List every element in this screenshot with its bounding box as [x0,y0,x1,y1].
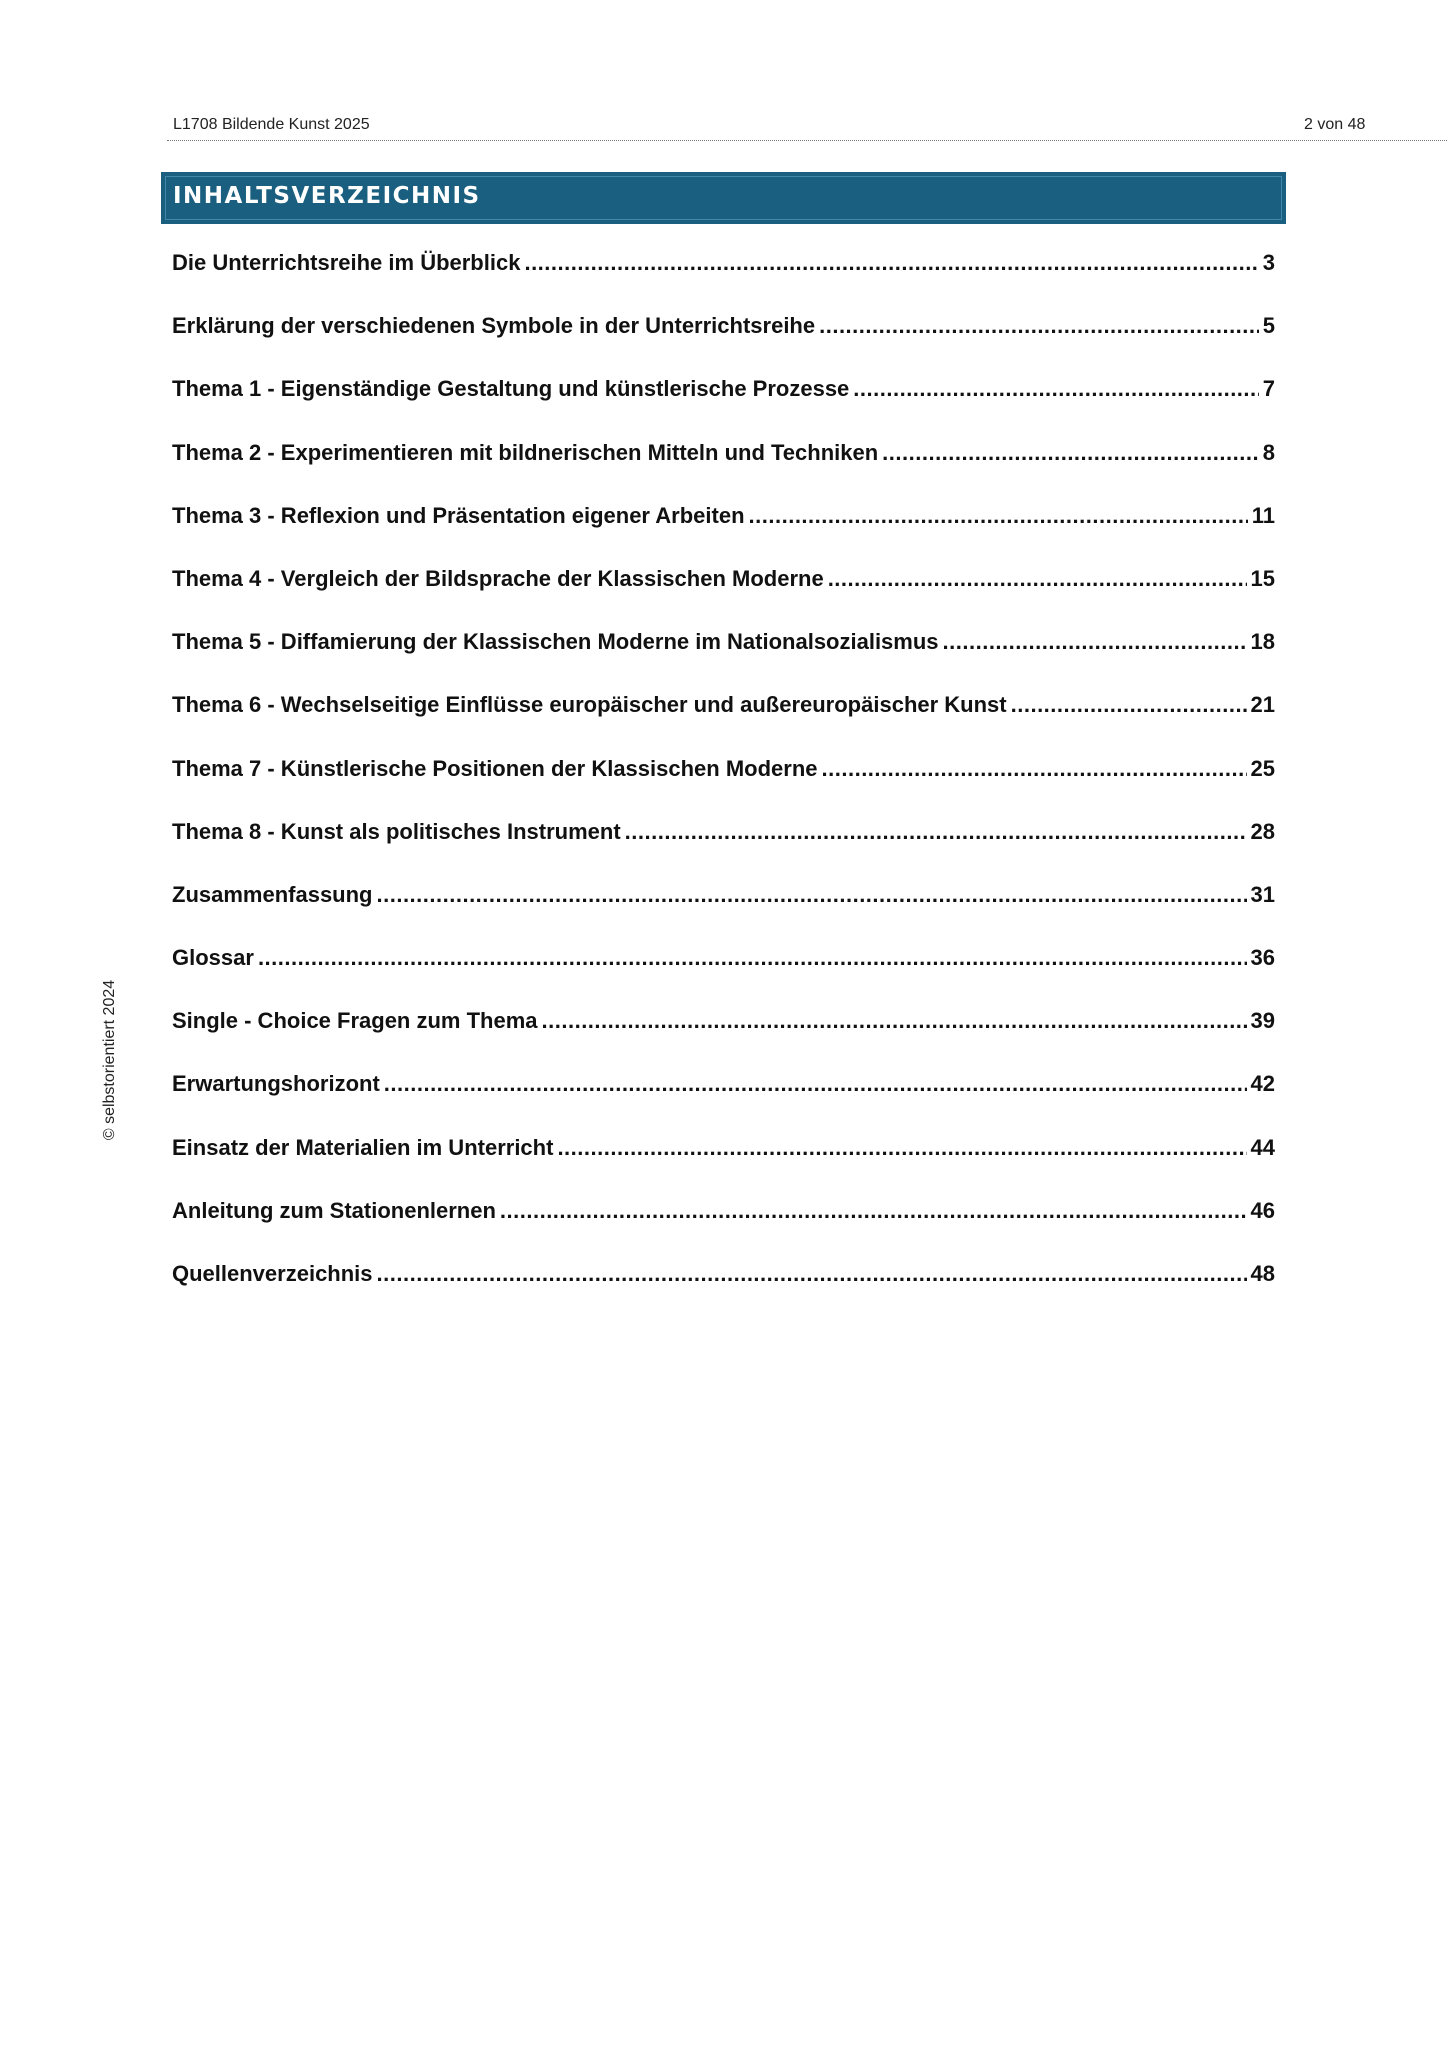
toc-leader-dots [542,1008,1247,1034]
toc-entry-label: Thema 8 - Kunst als politisches Instrument [172,818,621,844]
toc-entry-label: Zusammenfassung [172,881,373,907]
toc-leader-dots [384,1071,1247,1097]
toc-entry-page: 36 [1250,945,1275,971]
header-divider [167,140,1447,141]
toc-entry[interactable] [172,1071,1275,1134]
toc-entry-label: Thema 6 - Wechselseitige Einflüsse europäischer und außereuropäischer Kunst [172,692,1007,718]
toc-leader-dots [625,819,1247,845]
toc-entry-page: 7 [1262,376,1275,402]
toc-entry-page: 18 [1250,629,1275,655]
toc-entry-label: Glossar [172,945,254,971]
toc-leader-dots [822,756,1247,782]
toc-entry[interactable] [172,819,1275,882]
toc-leader-dots [882,440,1259,466]
toc-entry[interactable] [172,440,1275,503]
document-title: L1708 Bildende Kunst 2025 [173,116,370,133]
toc-entry-label: Single - Choice Fragen zum Thema [172,1008,538,1034]
toc-leader-dots [377,882,1247,908]
toc-entry[interactable] [172,566,1275,629]
toc-entry[interactable] [172,1261,1275,1324]
toc-leader-dots [853,376,1258,402]
toc-entry-page: 39 [1250,1008,1275,1034]
toc-entry-label: Erklärung der verschiedenen Symbole in der Unterrichtsreihe [172,313,816,339]
toc-entry-page: 8 [1262,439,1275,465]
toc-entry[interactable] [172,1198,1275,1261]
toc-entry[interactable] [172,250,1275,313]
copyright-notice: © selbstorientiert 2024 [101,979,118,1141]
toc-leader-dots [943,629,1247,655]
toc-leader-dots [557,1135,1246,1161]
toc-entry-page: 21 [1250,692,1275,718]
toc-entry-page: 48 [1250,1261,1275,1286]
toc-entry-page: 28 [1250,818,1275,844]
toc-heading-banner [161,172,1286,224]
toc-leader-dots [258,945,1247,971]
toc-entry[interactable] [172,945,1275,1008]
toc-entry[interactable] [172,756,1275,819]
toc-entry[interactable] [172,692,1275,755]
toc-entry-page: 5 [1262,313,1275,339]
toc-leader-dots [1011,692,1247,718]
toc-list [172,250,1275,1324]
toc-entry-page: 46 [1250,1197,1275,1223]
toc-entry-page: 15 [1250,565,1275,591]
toc-leader-dots [828,566,1247,592]
toc-entry-page: 25 [1250,755,1275,781]
page-header [167,116,1447,140]
toc-entry-page: 3 [1262,250,1275,275]
toc-entry-label: Thema 1 - Eigenständige Gestaltung und künstlerische Prozesse [172,376,850,402]
toc-entry-label: Thema 5 - Diffamierung der Klassischen Moderne im Nationalsozialismus [172,629,939,655]
page-number: 2 von 48 [1304,116,1366,133]
toc-heading: INHALTSVERZEICHNIS [173,183,481,209]
toc-entry-page: 11 [1251,502,1275,528]
toc-entry-label: Thema 3 - Reflexion und Präsentation eigener Arbeiten [172,502,745,528]
toc-entry-label: Thema 7 - Künstlerische Positionen der Klassischen Moderne [172,755,818,781]
toc-entry-page: 42 [1250,1071,1275,1097]
toc-entry-label: Quellenverzeichnis [172,1261,373,1286]
toc-entry[interactable] [172,882,1275,945]
toc-entry[interactable] [172,376,1275,439]
toc-entry-label: Thema 4 - Vergleich der Bildsprache der Klassischen Moderne [172,565,824,591]
toc-leader-dots [819,313,1259,339]
toc-entry-label: Einsatz der Materialien im Unterricht [172,1134,554,1160]
toc-entry[interactable] [172,503,1275,566]
toc-entry-label: Die Unterrichtsreihe im Überblick [172,250,521,275]
toc-leader-dots [500,1198,1247,1224]
toc-entry-page: 31 [1250,881,1275,907]
toc-entry-label: Erwartungshorizont [172,1071,380,1097]
toc-entry[interactable] [172,1135,1275,1198]
toc-leader-dots [524,250,1258,276]
toc-entry[interactable] [172,313,1275,376]
toc-entry-page: 44 [1250,1134,1275,1160]
toc-entry[interactable] [172,629,1275,692]
toc-entry-label: Anleitung zum Stationenlernen [172,1197,496,1223]
toc-leader-dots [749,503,1248,529]
toc-leader-dots [377,1261,1247,1287]
toc-entry[interactable] [172,1008,1275,1071]
toc-entry-label: Thema 2 - Experimentieren mit bildnerischen Mitteln und Techniken [172,439,879,465]
